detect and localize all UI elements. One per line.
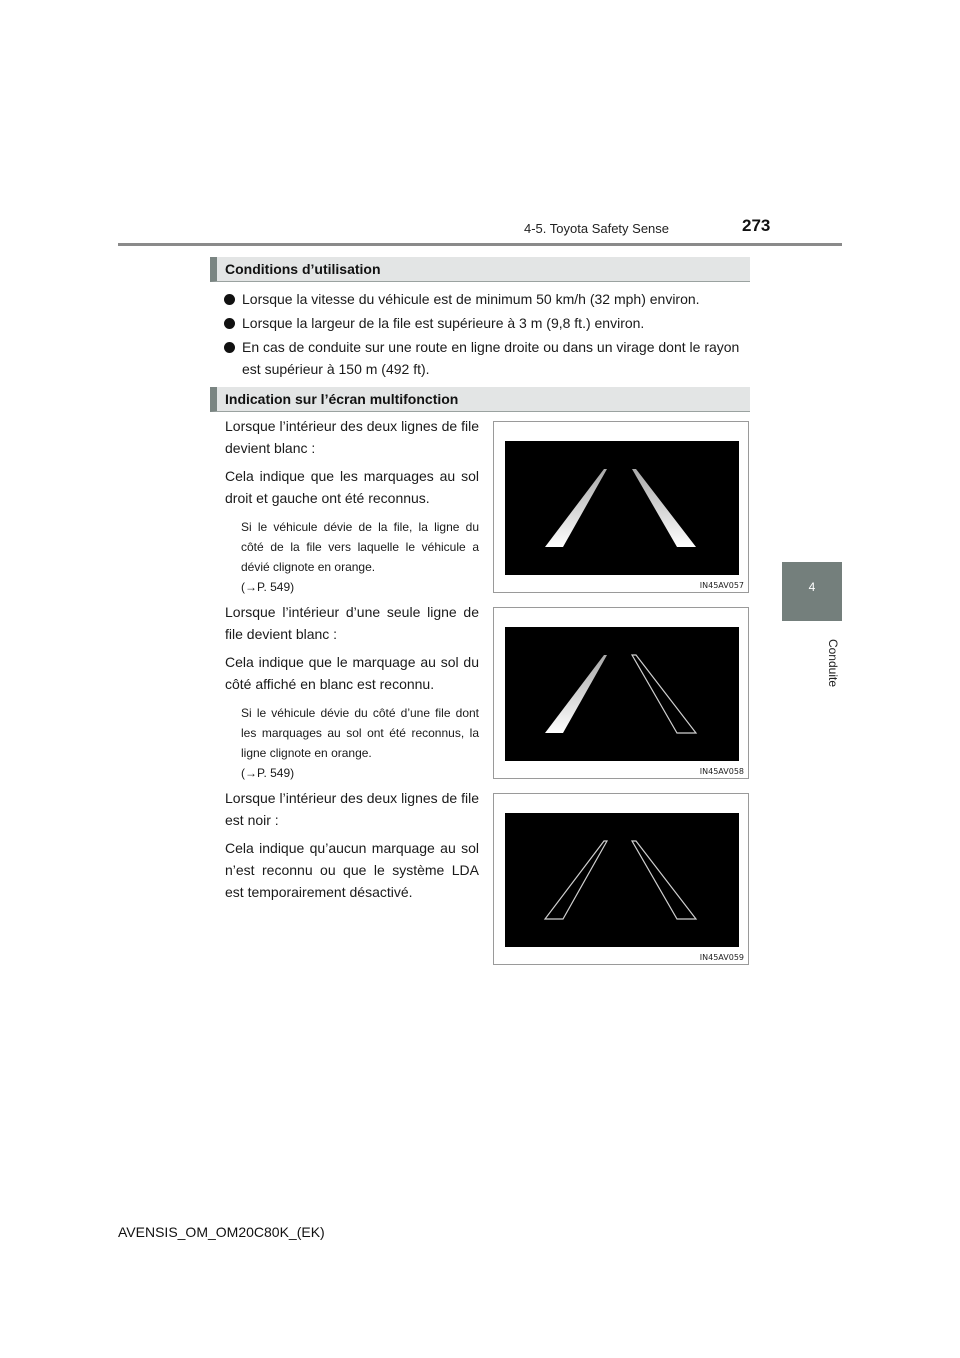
right-lane-line [632, 469, 696, 547]
figure-code: IN45AV057 [699, 581, 744, 590]
conditions-item-text: Lorsque la vitesse du véhicule est de minimum 50 km/h (32 mph) environ. [242, 291, 700, 307]
display-figure-2 [493, 607, 749, 779]
left-lane-line [545, 841, 607, 919]
conditions-item [214, 312, 754, 334]
page-reference: (→P. 549) [241, 580, 295, 594]
indication-block-3 [225, 787, 479, 909]
indication-heading: Indication sur l’écran multifonction [210, 387, 750, 412]
document-code: AVENSIS_OM_OM20C80K_(EK) [118, 1224, 325, 1240]
chapter-tab [782, 562, 842, 621]
block-condition-text: Lorsque l’intérieur d’une seule ligne de file devient blanc : [225, 604, 479, 642]
block-note-text: Si le véhicule dévie du côté d’une file dont les marquages au sol ont été reconnus, la ligne clignote en orange. [241, 706, 479, 760]
section-title: 4-5. Toyota Safety Sense [524, 221, 670, 236]
lane-lines-graphic [505, 813, 739, 947]
indication-block-2 [225, 601, 479, 783]
lane-lines-graphic [505, 627, 739, 761]
left-lane-line [545, 469, 607, 547]
conditions-item-text: En cas de conduite sur une route en ligne droite ou dans un virage dont le rayon est supérieur à 150 m (492 ft). [242, 339, 740, 377]
right-lane-line [632, 841, 696, 919]
page-reference: (→P. 549) [241, 766, 295, 780]
block-meaning-text: Cela indique que le marquage au sol du côté affiché en blanc est reconnu. [225, 654, 479, 692]
figure-code: IN45AV059 [699, 953, 744, 962]
conditions-item [214, 288, 754, 310]
block-meaning-text: Cela indique que les marquages au sol droit et gauche ont été reconnus. [225, 468, 479, 506]
block-condition-text: Lorsque l’intérieur des deux lignes de file devient blanc : [225, 418, 479, 456]
conditions-item-text: Lorsque la largeur de la file est supérieure à 3 m (9,8 ft.) environ. [242, 315, 645, 331]
indication-block-1 [225, 415, 479, 597]
page-number: 273 [742, 216, 771, 235]
multi-info-display [505, 441, 739, 575]
conditions-heading: Conditions d’utilisation [210, 257, 750, 282]
bullet-icon [224, 342, 235, 353]
block-note [225, 517, 479, 597]
conditions-list [214, 288, 754, 382]
block-meaning-text: Cela indique qu’aucun marquage au sol n’est reconnu ou que le système LDA est temporairement désactivé. [225, 840, 479, 900]
block-note [225, 703, 479, 783]
block-note-text: Si le véhicule dévie de la file, la ligne du côté de la file vers laquelle le véhicule a dévié clignote en orange. [241, 520, 479, 574]
chapter-number: 4 [808, 580, 816, 594]
right-lane-line [632, 655, 696, 733]
display-figure-1 [493, 421, 749, 593]
figure-code: IN45AV058 [699, 767, 744, 776]
block-condition-text: Lorsque l’intérieur des deux lignes de file est noir : [225, 790, 479, 828]
multi-info-display [505, 813, 739, 947]
bullet-icon [224, 318, 235, 329]
display-figure-3 [493, 793, 749, 965]
left-lane-line [545, 655, 607, 733]
lane-lines-graphic [505, 441, 739, 575]
chapter-label: Conduite [826, 638, 840, 688]
header-rule [118, 243, 842, 246]
multi-info-display [505, 627, 739, 761]
bullet-icon [224, 294, 235, 305]
conditions-item [214, 336, 754, 380]
